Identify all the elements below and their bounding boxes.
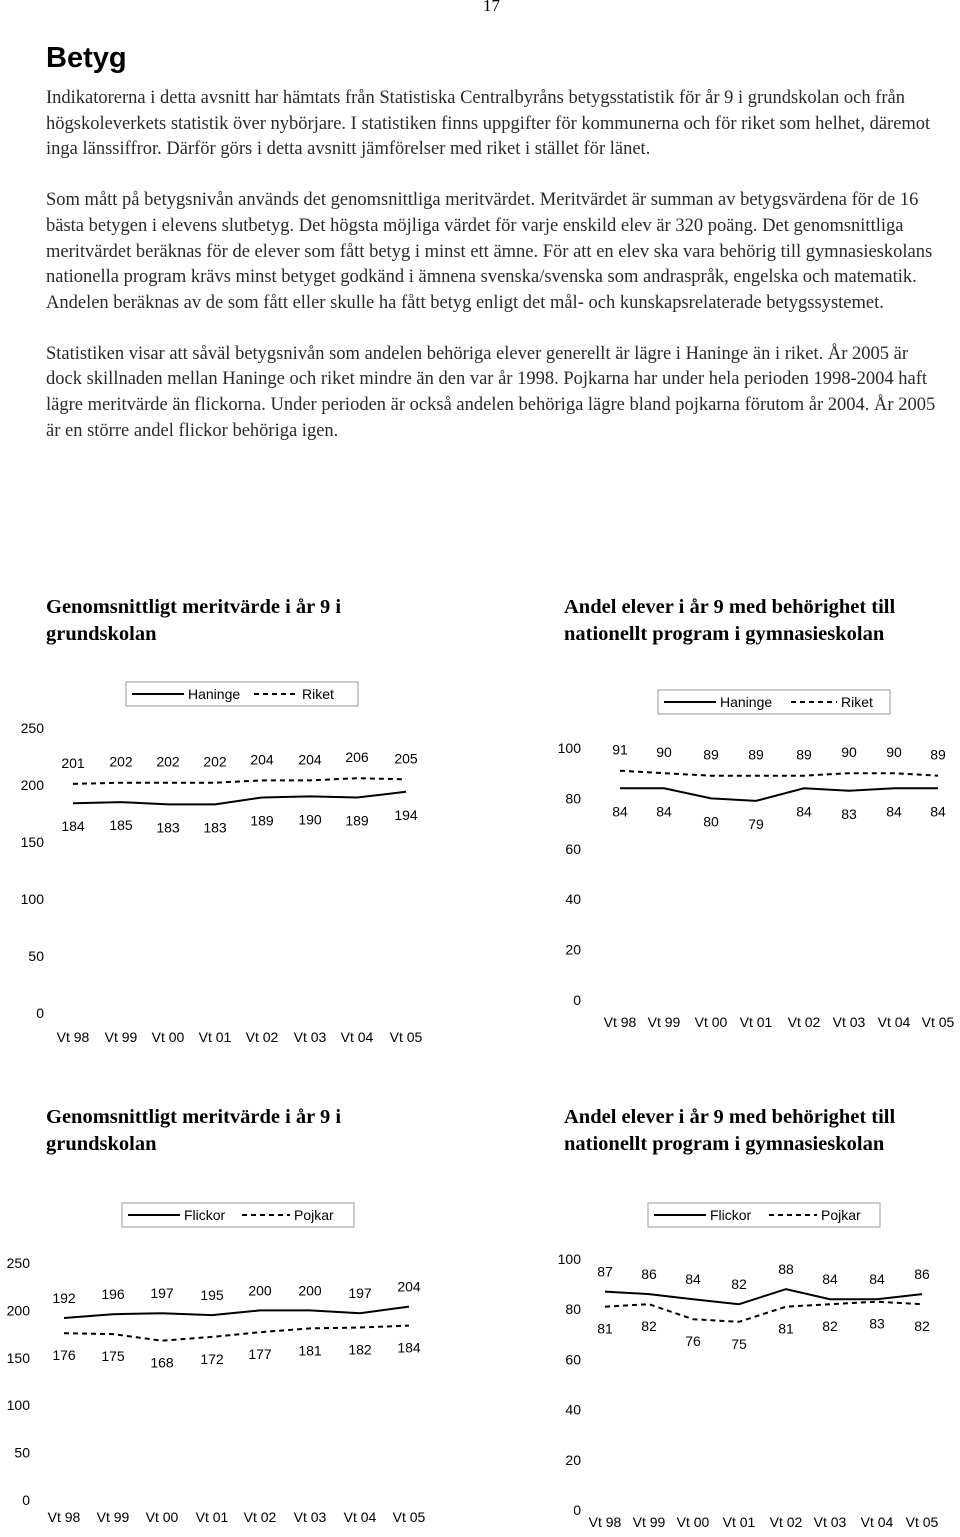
data-label: 88 <box>778 1261 794 1278</box>
data-label: 202 <box>203 753 227 770</box>
x-tick-label: Vt 04 <box>877 1014 911 1030</box>
data-label: 84 <box>656 803 672 820</box>
y-tick-label: 40 <box>565 1401 581 1418</box>
y-tick-label: 60 <box>565 1351 581 1368</box>
data-label: 81 <box>597 1320 613 1337</box>
y-tick-label: 100 <box>557 1251 581 1267</box>
x-tick-label: Vt 99 <box>647 1014 681 1030</box>
series-line-haninge <box>73 792 406 805</box>
x-tick-label: Vt 98 <box>603 1014 637 1030</box>
legend-label: Flickor <box>184 1207 226 1223</box>
data-label: 89 <box>703 746 719 763</box>
y-tick-label: 20 <box>565 941 581 958</box>
x-tick-label: Vt 01 <box>198 1029 232 1045</box>
line-chart-behorighet-flickor-pojkar <box>515 1195 960 1537</box>
data-label: 204 <box>397 1278 421 1295</box>
x-tick-label: Vt 02 <box>787 1014 821 1030</box>
data-label: 182 <box>348 1341 372 1358</box>
x-tick-label: Vt 01 <box>739 1014 773 1030</box>
y-tick-label: 100 <box>557 740 581 756</box>
y-tick-label: 200 <box>6 1302 30 1319</box>
y-tick-label: 0 <box>22 1492 30 1508</box>
data-label: 175 <box>101 1348 125 1365</box>
line-chart-meritvarde-flickor-pojkar <box>0 1195 470 1535</box>
data-label: 200 <box>248 1282 272 1299</box>
data-label: 183 <box>203 819 227 836</box>
data-label: 76 <box>685 1333 701 1350</box>
series-line-riket <box>73 778 406 784</box>
data-label: 202 <box>109 753 133 770</box>
line-chart-meritvarde-haninge-riket <box>0 670 470 1060</box>
y-tick-label: 50 <box>28 948 44 964</box>
data-label: 189 <box>250 812 274 829</box>
y-tick-label: 80 <box>565 790 581 807</box>
data-label: 75 <box>731 1335 747 1352</box>
data-label: 196 <box>101 1286 125 1303</box>
paragraph-summary: Statistiken visar att såväl betygsnivån som andelen behöriga elever generellt är lägre i Haninge än i riket. År 2005 är dock skillnaden mellan Haninge och riket mindre än den var år 1998. Pojkarna har under hela perioden 1998-2004 haft lägre meritvärde än flickorna. Under perioden är också andelen behöriga lägre bland pojkarna förutom år 2004. År 2005 är en större andel flickor behöriga igen. <box>46 343 936 441</box>
y-tick-label: 0 <box>36 1005 44 1021</box>
data-label: 87 <box>597 1263 613 1280</box>
data-label: 82 <box>822 1318 838 1335</box>
x-tick-label: Vt 01 <box>195 1509 229 1525</box>
x-tick-label: Vt 00 <box>145 1509 179 1525</box>
line-chart-behorighet-haninge-riket <box>515 670 960 1050</box>
legend-label: Flickor <box>710 1207 752 1223</box>
y-tick-label: 0 <box>573 992 581 1008</box>
x-tick-label: Vt 00 <box>694 1014 728 1030</box>
data-label: 185 <box>109 817 133 834</box>
data-label: 200 <box>298 1282 322 1299</box>
y-tick-label: 250 <box>20 720 44 736</box>
y-tick-label: 200 <box>20 777 44 793</box>
x-tick-label: Vt 00 <box>676 1514 710 1530</box>
chart-title: Genomsnittligt meritvärde i år 9 i grundskolan <box>46 1106 342 1155</box>
data-label: 177 <box>248 1346 272 1363</box>
data-label: 84 <box>796 803 812 820</box>
data-label: 206 <box>345 749 369 766</box>
data-label: 204 <box>250 751 274 768</box>
data-label: 84 <box>869 1271 885 1288</box>
data-label: 192 <box>52 1289 76 1306</box>
legend-label: Pojkar <box>821 1207 861 1223</box>
legend-label: Riket <box>302 686 334 702</box>
y-tick-label: 150 <box>20 834 44 850</box>
legend-label: Haninge <box>720 694 773 710</box>
y-tick-label: 50 <box>14 1444 30 1461</box>
x-tick-label: Vt 04 <box>860 1514 894 1530</box>
chart-title: Andel elever i år 9 med behörighet till nationellt program i gymnasieskolan <box>564 1106 896 1155</box>
data-label: 176 <box>52 1347 76 1364</box>
chart-title: Andel elever i år 9 med behörighet till nationellt program i gymnasieskolan <box>564 596 896 645</box>
data-label: 86 <box>914 1266 930 1283</box>
data-label: 82 <box>731 1276 747 1293</box>
x-tick-label: Vt 02 <box>769 1514 803 1530</box>
body-text <box>46 86 936 469</box>
data-label: 84 <box>685 1271 701 1288</box>
series-line-flickor <box>64 1307 409 1318</box>
x-tick-label: Vt 99 <box>632 1514 666 1530</box>
series-line-riket <box>620 771 938 776</box>
data-label: 81 <box>778 1320 794 1337</box>
x-tick-label: Vt 04 <box>343 1509 377 1525</box>
data-label: 90 <box>841 744 857 761</box>
x-tick-label: Vt 03 <box>813 1514 847 1530</box>
x-tick-label: Vt 02 <box>243 1509 277 1525</box>
data-label: 89 <box>930 746 946 763</box>
data-label: 84 <box>612 803 628 820</box>
x-tick-label: Vt 98 <box>588 1514 622 1530</box>
data-label: 79 <box>748 815 764 832</box>
x-tick-label: Vt 98 <box>56 1029 90 1045</box>
data-label: 168 <box>150 1354 174 1371</box>
data-label: 189 <box>345 812 369 829</box>
data-label: 89 <box>796 746 812 763</box>
data-label: 202 <box>156 753 180 770</box>
data-label: 86 <box>641 1266 657 1283</box>
data-label: 184 <box>397 1339 421 1356</box>
legend-label: Haninge <box>188 686 241 702</box>
data-label: 82 <box>641 1318 657 1335</box>
data-label: 84 <box>930 803 946 820</box>
data-label: 194 <box>394 806 418 823</box>
x-tick-label: Vt 05 <box>389 1029 423 1045</box>
x-tick-label: Vt 05 <box>905 1514 939 1530</box>
y-tick-label: 150 <box>6 1349 30 1366</box>
chart-title: Genomsnittligt meritvärde i år 9 i grundskolan <box>46 596 342 645</box>
data-label: 183 <box>156 819 180 836</box>
x-tick-label: Vt 99 <box>104 1029 138 1045</box>
data-label: 89 <box>748 746 764 763</box>
x-tick-label: Vt 02 <box>245 1029 279 1045</box>
paragraph-intro: Indikatorerna i detta avsnitt har hämtats från Statistiska Centralbyråns betygsstatistik för år 9 i grundskolan och från högskoleverkets statistik över nybörjare. I statistiken finns uppgifter för kommunerna och för riket som helhet, däremot inga länssiffror. Därför görs i detta avsnitt jämförelser med riket i stället för länet. <box>46 88 931 160</box>
data-label: 82 <box>914 1318 930 1335</box>
y-tick-label: 40 <box>565 891 581 908</box>
page-number: 17 <box>483 0 500 15</box>
section-heading: Betyg <box>46 42 127 74</box>
data-label: 201 <box>61 754 85 771</box>
x-tick-label: Vt 99 <box>96 1509 130 1525</box>
data-label: 197 <box>348 1285 372 1302</box>
data-label: 90 <box>656 744 672 761</box>
y-tick-label: 100 <box>20 891 44 907</box>
data-label: 84 <box>886 803 902 820</box>
y-tick-label: 80 <box>565 1301 581 1318</box>
y-tick-label: 60 <box>565 840 581 857</box>
data-label: 197 <box>150 1285 174 1302</box>
y-tick-label: 100 <box>6 1397 30 1414</box>
x-tick-label: Vt 05 <box>921 1014 955 1030</box>
data-label: 80 <box>703 813 719 830</box>
data-label: 83 <box>841 805 857 822</box>
data-label: 83 <box>869 1315 885 1332</box>
data-label: 84 <box>822 1271 838 1288</box>
x-tick-label: Vt 98 <box>47 1509 81 1525</box>
y-tick-label: 250 <box>6 1255 30 1271</box>
data-label: 181 <box>298 1342 322 1359</box>
data-label: 190 <box>298 811 322 828</box>
data-label: 91 <box>612 741 628 758</box>
legend-label: Riket <box>841 694 873 710</box>
series-line-haninge <box>620 788 938 801</box>
y-tick-label: 0 <box>573 1502 581 1518</box>
series-line-pojkar <box>64 1326 409 1341</box>
data-label: 172 <box>200 1350 224 1367</box>
x-tick-label: Vt 03 <box>293 1029 327 1045</box>
y-tick-label: 20 <box>565 1451 581 1468</box>
data-label: 184 <box>61 818 85 835</box>
paragraph-method: Som mått på betygsnivån används det genomsnittliga meritvärdet. Meritvärdet är summan av betygsvärdena för de 16 bästa betygen i elevens slutbetyg. Det högsta möjliga värdet för varje enskild elev är 320 poäng. Det genomsnittliga meritvärdet beräknas för de elever som fått betyg i minst ett ämne. För att en elev ska vara behörig till gymnasieskolans nationella program krävs minst betyget godkänd i ämnena svenska/svenska som andraspråk, engelska och matematik. Andelen beräknas av de som fått eller skulle ha fått betyg enligt det mål- och kunskapsrelaterade betygssystemet. <box>46 190 933 313</box>
data-label: 195 <box>200 1287 224 1304</box>
data-label: 205 <box>394 750 418 767</box>
data-label: 204 <box>298 751 322 768</box>
data-label: 90 <box>886 744 902 761</box>
x-tick-label: Vt 04 <box>340 1029 374 1045</box>
legend-label: Pojkar <box>294 1207 334 1223</box>
x-tick-label: Vt 01 <box>722 1514 756 1530</box>
x-tick-label: Vt 00 <box>151 1029 185 1045</box>
x-tick-label: Vt 03 <box>832 1014 866 1030</box>
x-tick-label: Vt 03 <box>293 1509 327 1525</box>
x-tick-label: Vt 05 <box>392 1509 426 1525</box>
